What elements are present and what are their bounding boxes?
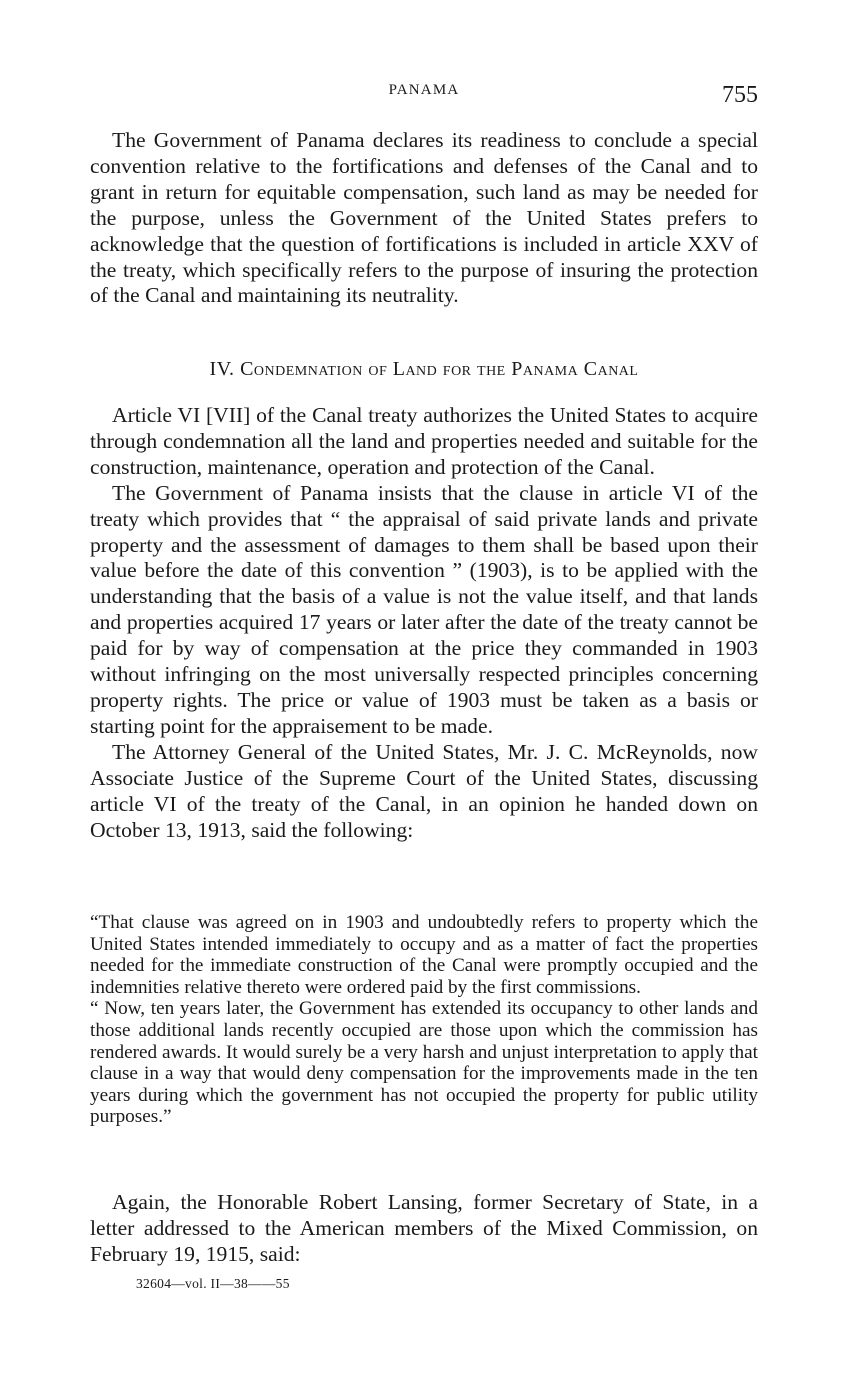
paragraph-panama-insists: The Government of Panama insists that the clause in article VI of the treaty which provides that “ the appraisal of said private lands and private property and the assessment of damages to them shall be based upon their value before the date of this convention ” (1903), is to be applied with the understanding that the basis of a value is not the value itself, and that lands and properties acquired 17 years or later after the date of the treaty cannot be paid for by way of compensation at the price they commanded in 1903 without infringing on the most universally respected principles concerning property rights. The price or value of 1903 must be taken as a basis or starting point for the appraisement to be made. — [90, 480, 758, 738]
printer-signature: 32604—vol. II—38——55 — [136, 1276, 290, 1291]
page-number: 755 — [722, 82, 758, 108]
quote-part-2: “ Now, ten years later, the Government has extended its occupancy to other lands and those additional lands recently occupied are those upon which the commission has rendered awards. It would surely be a very harsh and unjust interpretation to apply that clause in a way that would deny compensation for the improvements made in the ten years during which the government has not occupied the property for public utility purposes.” — [90, 998, 758, 1128]
paragraph-attorney-general: The Attorney General of the United States, Mr. J. C. McReynolds, now Associate Justice of the Supreme Court of the United States, discussing article VI of the treaty of the Canal, in an opinion he handed down on October 13, 1913, said the following: — [90, 739, 758, 842]
section-heading — [90, 358, 758, 381]
section-numeral: IV. — [209, 358, 235, 380]
closing-section — [90, 1190, 758, 1268]
main-section — [90, 403, 758, 843]
paragraph-article-vi: Article VI [VII] of the Canal treaty authorizes the United States to acquire through condemnation all the land and properties needed and suitable for the construction, maintenance, operation and protection of the Canal. — [90, 403, 758, 479]
block-quote — [90, 912, 758, 1128]
paragraph-fortifications: The Government of Panama declares its readiness to conclude a special convention relative to the fortifications and defenses of the Canal and to grant in return for equitable compensation, such land as may be needed for the purpose, unless the Government of the United States prefers to acknowledge that the question of fortifications is included in article XXV of the treaty, which specifically refers to the purpose of insuring the protection of the Canal and maintaining its neutrality. — [90, 128, 758, 308]
paragraph-lansing: Again, the Honorable Robert Lansing, former Secretary of State, in a letter addressed to the American members of the Mixed Commission, on February 19, 1915, said: — [90, 1190, 758, 1266]
section-title: Condemnation of Land for the Panama Canal — [240, 358, 639, 380]
running-title: PANAMA — [388, 82, 460, 98]
quote-part-1: “That clause was agreed on in 1903 and undoubtedly refers to property which the United States intended immediately to occupy and as a matter of fact the properties needed for the immediate construction of the Canal were promptly occupied and the indemnities relative thereto were ordered paid by the first commissions. — [90, 912, 758, 998]
running-head — [90, 80, 758, 114]
